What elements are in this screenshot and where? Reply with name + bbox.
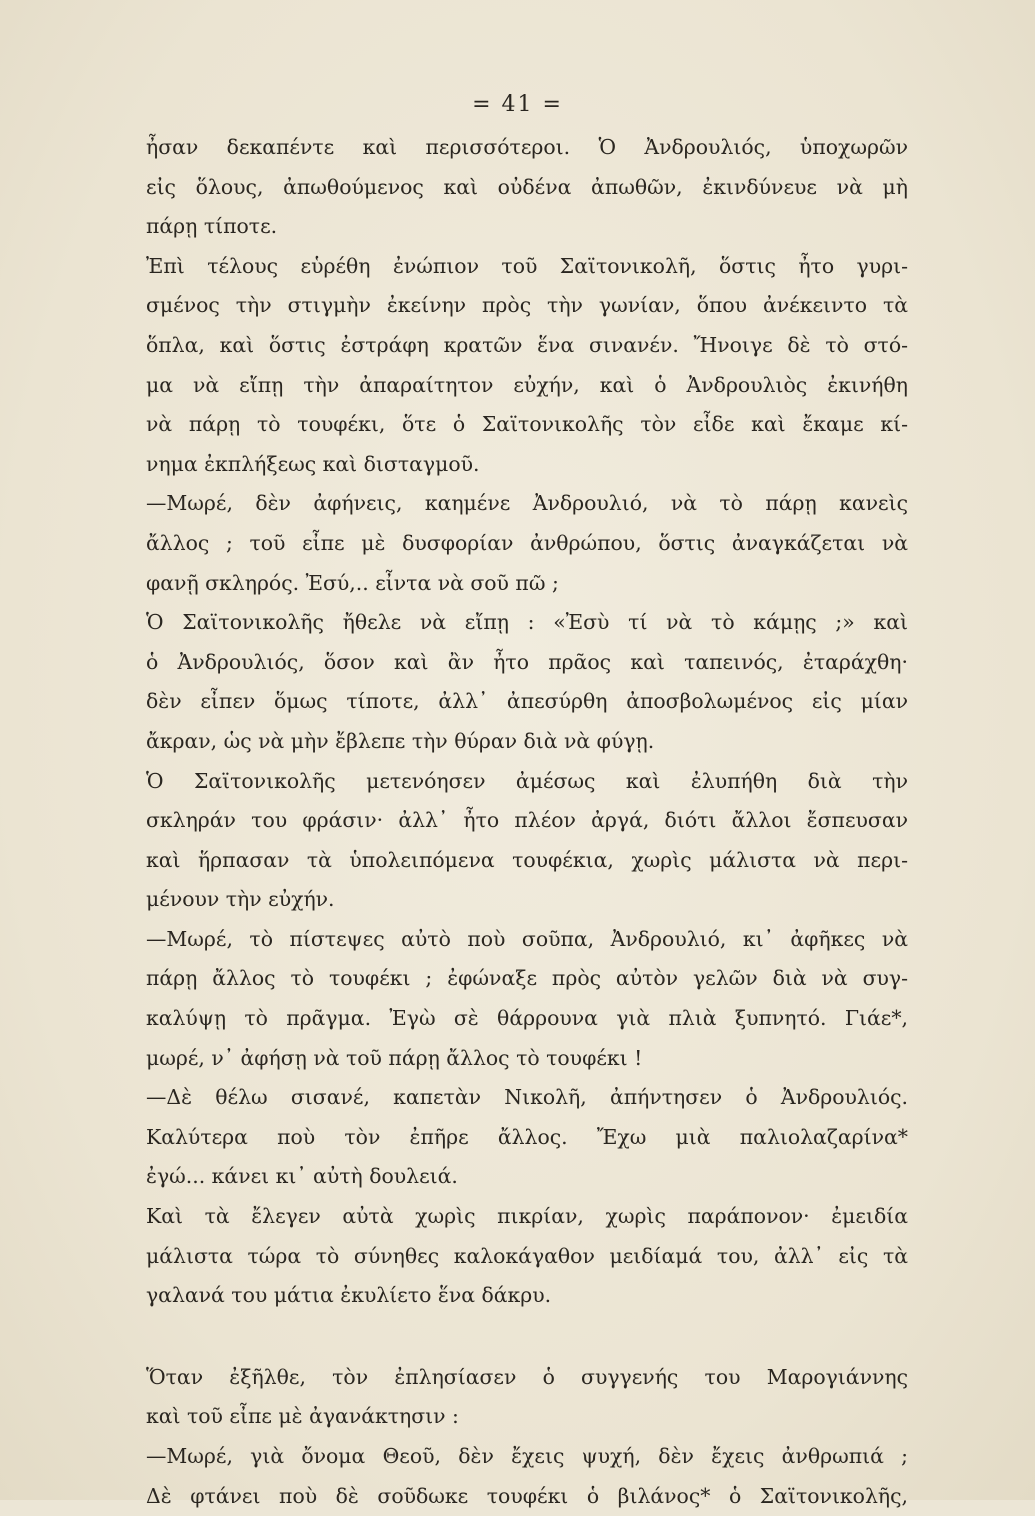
text-line: ὅπλα, καὶ ὅστις ἐστράφη κρατῶν ἕνα σινανέν. Ἤνοιγε δὲ τὸ στό- — [146, 332, 908, 357]
text-line: Ὁ Σαϊτονικολῆς μετενόησεν ἀμέσως καὶ ἐλυπήθη διὰ τὴν — [146, 768, 908, 793]
text-line: καὶ ἥρπασαν τὰ ὑπολειπόμενα τουφέκια, χωρὶς μάλιστα νὰ περι- — [146, 847, 908, 872]
text-line: εἰς ὅλους, ἀπωθούμενος καὶ οὐδένα ἀπωθῶν, ἐκινδύνευε νὰ μὴ — [146, 174, 908, 199]
text-line: ἄλλος ; τοῦ εἶπε μὲ δυσφορίαν ἀνθρώπου, ὅστις ἀναγκάζεται νὰ — [146, 530, 908, 555]
text-line: πάρῃ ἄλλος τὸ τουφέκι ; ἐφώναξε πρὸς αὐτὸν γελῶν διὰ νὰ συγ- — [146, 966, 908, 991]
text-line: ἄκραν, ὡς νὰ μὴν ἔβλεπε τὴν θύραν διὰ νὰ φύγῃ. — [146, 728, 655, 753]
text-line: ἦσαν δεκαπέντε καὶ περισσότεροι. Ὁ Ἀνδρουλιός, ὑποχωρῶν — [146, 135, 908, 159]
text-line: νημα ἐκπλήξεως καὶ δισταγμοῦ. — [146, 451, 480, 476]
text-line: μωρέ, ν᾽ ἀφήσῃ νὰ τοῦ πάρῃ ἄλλος τὸ τουφέκι ! — [146, 1045, 643, 1070]
text-line: νὰ πάρῃ τὸ τουφέκι, ὅτε ὁ Σαϊτονικολῆς τὸν εἶδε καὶ ἔκαμε κί- — [146, 412, 908, 437]
text-line: ἐγώ... κάνει κι᾽ αὐτὴ δουλειά. — [146, 1164, 458, 1189]
body-text — [146, 128, 908, 1516]
text-line: πάρῃ τίποτε. — [146, 214, 278, 239]
text-line: Καὶ τὰ ἔλεγεν αὐτὰ χωρὶς πικρίαν, χωρὶς παράπονον· ἐμειδία — [146, 1204, 908, 1229]
text-line: δὲν εἶπεν ὅμως τίποτε, ἀλλ᾽ ἀπεσύρθη ἀποσβολωμένος εἰς μίαν — [146, 689, 908, 714]
text-line: σμένος τὴν στιγμὴν ἐκείνην πρὸς τὴν γωνίαν, ὅπου ἀνέκειντο τὰ — [146, 293, 908, 318]
text-line: —Δὲ θέλω σισανέ, καπετὰν Νικολῆ, ἀπήντησεν ὁ Ἀνδρουλιός. — [146, 1085, 908, 1110]
text-line: φανῇ σκληρός. Ἐσύ,.. εἶντα νὰ σοῦ πῶ ; — [146, 570, 559, 595]
text-line: —Μωρέ, γιὰ ὄνομα Θεοῦ, δὲν ἔχεις ψυχή, δὲν ἔχεις ἀνθρωπιά ; — [146, 1444, 908, 1468]
text-line: μένουν τὴν εὐχήν. — [146, 887, 335, 912]
text-line: γαλανά του μάτια ἐκυλίετο ἕνα δάκρυ. — [146, 1283, 552, 1308]
text-line: ὁ Ἀνδρουλιός, ὅσον καὶ ἂν ἦτο πρᾶος καὶ ταπεινός, ἐταράχθη· — [146, 649, 908, 674]
text-line: καὶ τοῦ εἶπε μὲ ἀγανάκτησιν : — [146, 1404, 459, 1429]
text-line: —Μωρέ, τὸ πίστεψες αὐτὸ ποὺ σοῦπα, Ἀνδρουλιό, κι᾽ ἀφῆκες νὰ — [146, 926, 908, 951]
text-line: σκληράν του φράσιν· ἀλλ᾽ ἦτο πλέον ἀργά, διότι ἄλλοι ἔσπευσαν — [146, 808, 908, 833]
page-number: = 41 = — [472, 92, 563, 117]
text-line: Ὅταν ἐξῆλθε, τὸν ἐπλησίασεν ὁ συγγενής του Μαρογιάννης — [146, 1364, 908, 1389]
text-line: Δὲ φτάνει ποὺ δὲ σοῦδωκε τουφέκι ὁ βιλάνος* ὁ Σαϊτονικολῆς, — [146, 1483, 908, 1508]
text-line: Ἐπὶ τέλους εὑρέθη ἐνώπιον τοῦ Σαϊτονικολῆ, ὅστις ἦτο γυρι- — [146, 253, 908, 278]
text-line: —Μωρέ, δὲν ἀφήνεις, καημένε Ἀνδρουλιό, νὰ τὸ πάρῃ κανεὶς — [146, 491, 908, 516]
text-line: μάλιστα τώρα τὸ σύνηθες καλοκάγαθον μειδίαμά του, ἀλλ᾽ εἰς τὰ — [146, 1243, 908, 1268]
text-line: Ὁ Σαϊτονικολῆς ἤθελε νὰ εἴπῃ : «Ἐσὺ τί νὰ τὸ κάμῃς ;» καὶ — [146, 610, 908, 635]
text-line: καλύψῃ τὸ πρᾶγμα. Ἐγὼ σὲ θάρρουνα γιὰ πλιὰ ξυπνητό. Γιάε*, — [146, 1006, 908, 1031]
text-line: μα νὰ εἴπῃ τὴν ἀπαραίτητον εὐχήν, καὶ ὁ Ἀνδρουλιὸς ἐκινήθη — [146, 372, 908, 397]
text-line: Καλύτερα ποὺ τὸν ἐπῆρε ἄλλος. Ἔχω μιὰ παλιολαζαρίνα* — [146, 1124, 908, 1149]
